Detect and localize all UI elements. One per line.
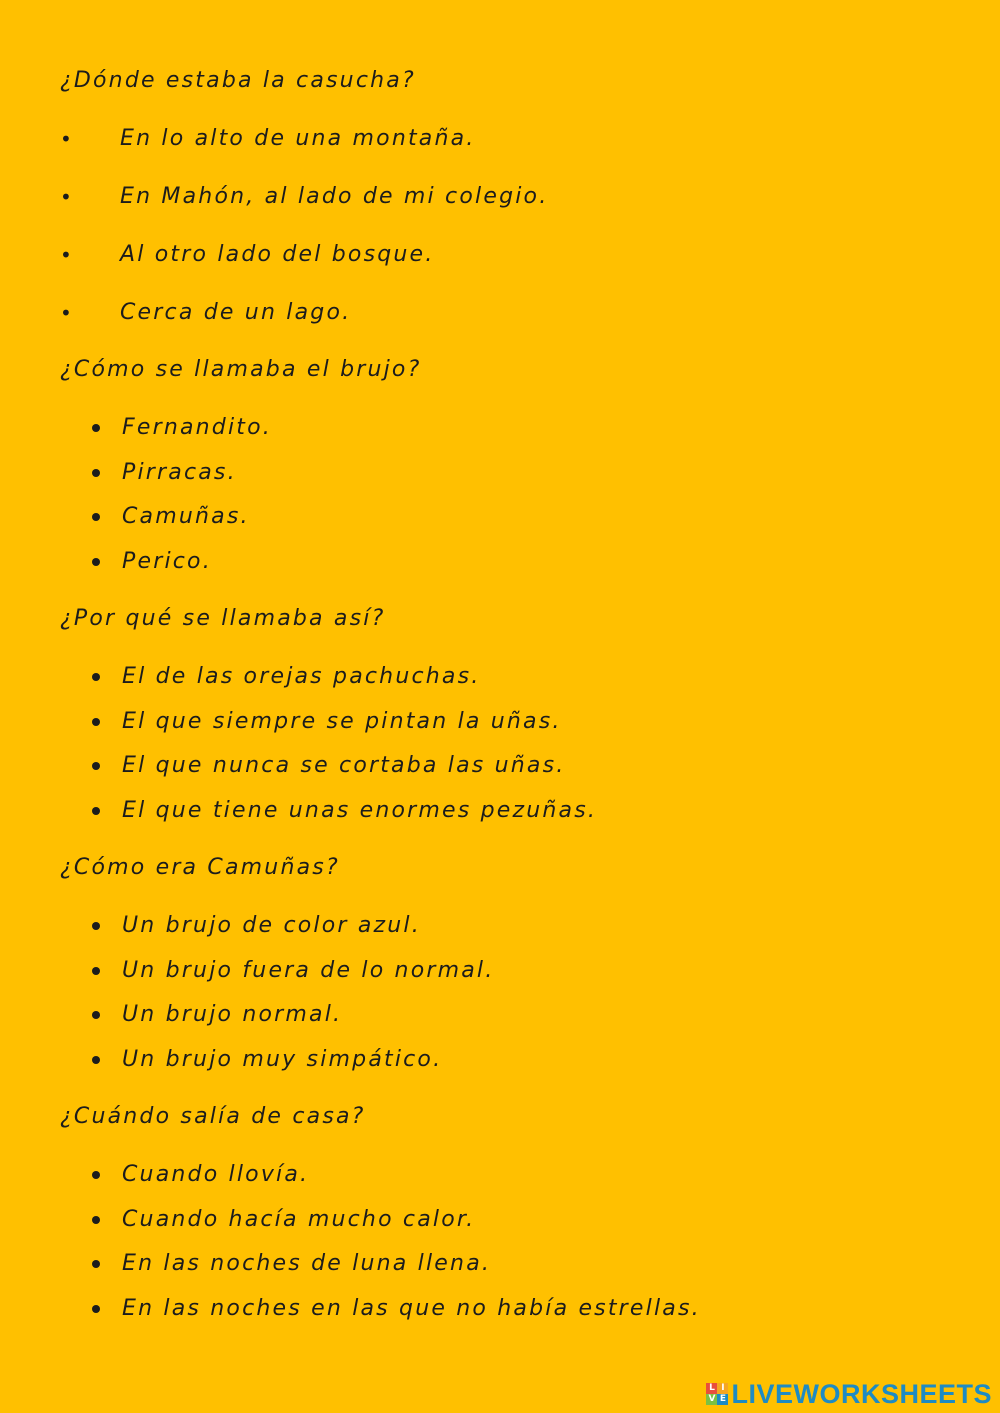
answer-option[interactable]: Camuñas.: [122, 504, 250, 529]
bullet: [92, 513, 100, 521]
bullet: [92, 922, 100, 930]
bullet: [92, 1216, 100, 1224]
answer-option[interactable]: El que nunca se cortaba las uñas.: [122, 753, 566, 778]
bullet: •: [60, 243, 72, 267]
answer-option[interactable]: Cerca de un lago.: [120, 300, 352, 325]
question-1: ¿Dónde estaba la casucha?: [60, 68, 416, 93]
answer-option[interactable]: Un brujo muy simpático.: [122, 1047, 443, 1072]
answer-option[interactable]: Un brujo normal.: [122, 1002, 343, 1027]
logo-mark-letter: L: [706, 1383, 717, 1394]
logo-mark-letter: E: [717, 1394, 728, 1405]
answer-option[interactable]: Fernandito.: [122, 415, 272, 440]
logo-mark-letter: V: [706, 1394, 717, 1405]
bullet: [92, 558, 100, 566]
bullet: [92, 762, 100, 770]
answer-option[interactable]: El que tiene unas enormes pezuñas.: [122, 798, 598, 823]
answer-option[interactable]: En las noches de luna llena.: [122, 1251, 492, 1276]
logo-text: LIVEWORKSHEETS: [731, 1379, 992, 1409]
answer-option[interactable]: Al otro lado del bosque.: [120, 242, 435, 267]
bullet: [92, 1056, 100, 1064]
question-2: ¿Cómo se llamaba el brujo?: [60, 357, 422, 382]
logo-mark-icon: [706, 1383, 728, 1405]
bullet: [92, 1171, 100, 1179]
question-4: ¿Cómo era Camuñas?: [60, 855, 340, 880]
bullet: •: [60, 185, 72, 209]
bullet: [92, 424, 100, 432]
answer-option[interactable]: Perico.: [122, 549, 212, 574]
answer-option[interactable]: En lo alto de una montaña.: [120, 126, 476, 151]
bullet: [92, 673, 100, 681]
answer-option[interactable]: El que siempre se pintan la uñas.: [122, 709, 562, 734]
logo-mark-letter: I: [717, 1383, 728, 1394]
bullet: [92, 1260, 100, 1268]
bullet: •: [60, 301, 72, 325]
answer-option[interactable]: El de las orejas pachuchas.: [122, 664, 481, 689]
answer-option[interactable]: Pirracas.: [122, 460, 237, 485]
question-3: ¿Por qué se llamaba así?: [60, 606, 386, 631]
bullet: [92, 967, 100, 975]
bullet: [92, 1305, 100, 1313]
question-5: ¿Cuándo salía de casa?: [60, 1104, 366, 1129]
answer-option[interactable]: Un brujo de color azul.: [122, 913, 421, 938]
bullet: [92, 807, 100, 815]
liveworksheets-logo[interactable]: [706, 1381, 992, 1407]
answer-option[interactable]: En las noches en las que no había estrellas.: [122, 1296, 701, 1321]
answer-option[interactable]: En Mahón, al lado de mi colegio.: [120, 184, 549, 209]
bullet: [92, 469, 100, 477]
bullet: [92, 718, 100, 726]
answer-option[interactable]: Cuando hacía mucho calor.: [122, 1207, 476, 1232]
bullet: •: [60, 127, 72, 151]
bullet: [92, 1011, 100, 1019]
answer-option[interactable]: Un brujo fuera de lo normal.: [122, 958, 495, 983]
answer-option[interactable]: Cuando llovía.: [122, 1162, 310, 1187]
